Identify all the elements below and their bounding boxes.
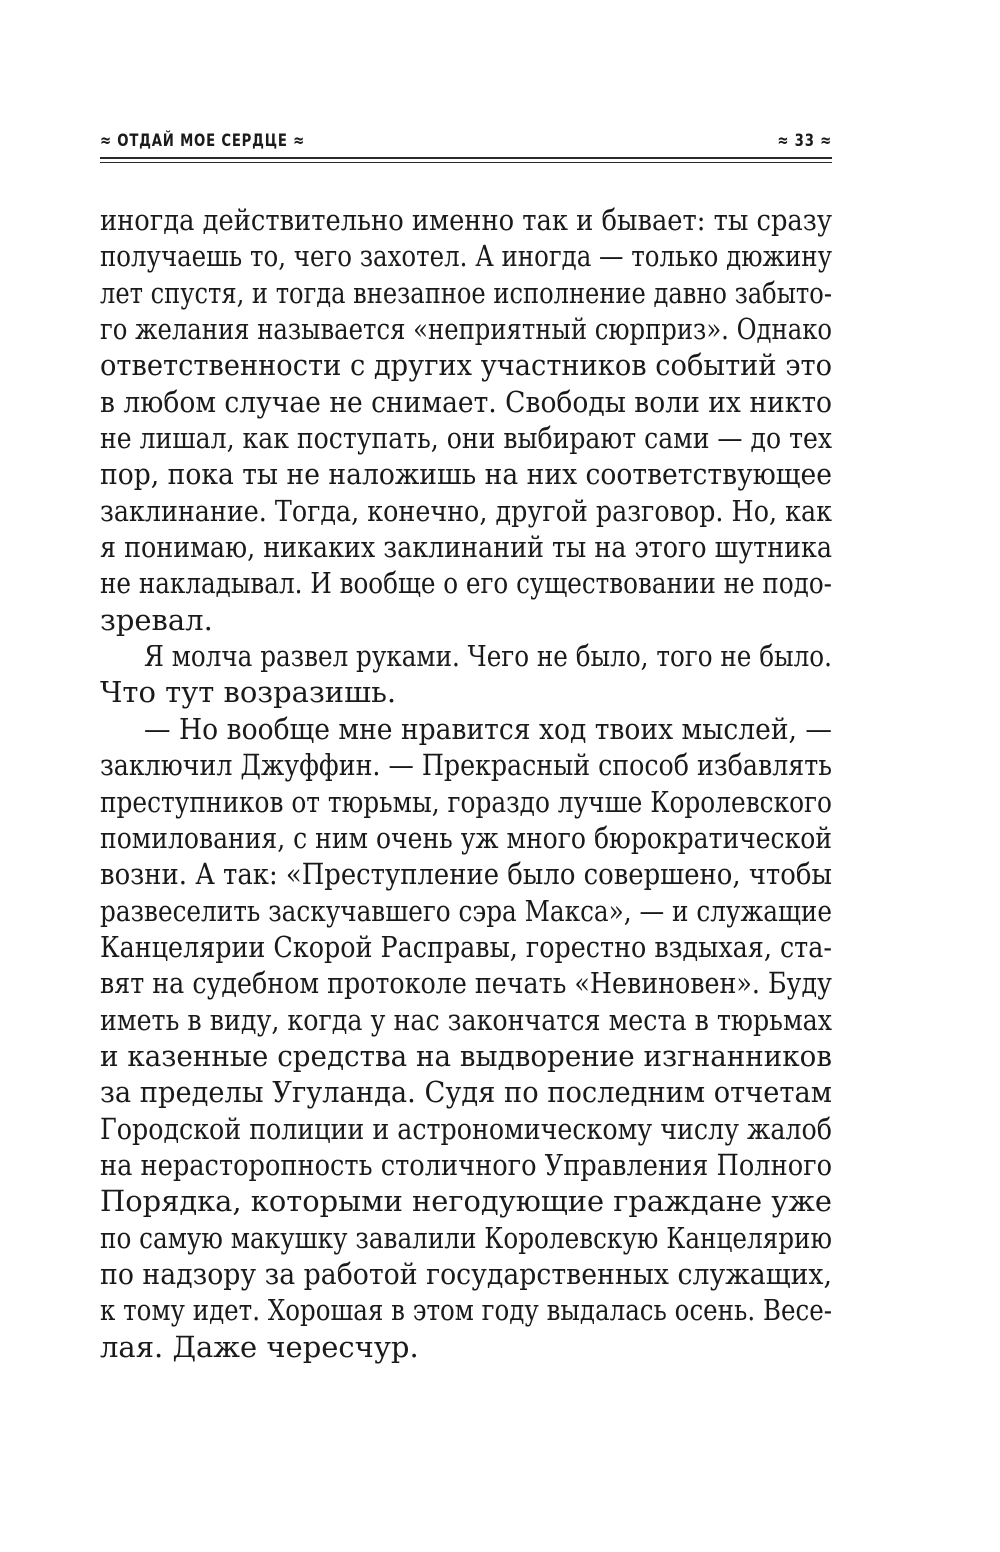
- text-line: иногда действительно именно так и бывает: ты сразу: [100, 203, 832, 237]
- body-text: [100, 202, 832, 1365]
- text-line: не накладывал. И вообще о его существовании не подо-: [100, 566, 832, 601]
- text-line: к тому идет. Хорошая в этом году выдалась осень. Весе-: [100, 1293, 833, 1328]
- text-line: Порядка, которыми негодующие граждане уже: [100, 1184, 832, 1219]
- text-line: не лишал, как поступать, они выбирают сами — до тех: [100, 421, 833, 456]
- text-line: по самую макушку завалили Королевскую Канцелярию: [100, 1220, 832, 1255]
- text-line: лет спустя, и тогда внезапное исполнение давно забыто-: [100, 275, 832, 310]
- text-line: зревал.: [100, 602, 213, 637]
- text-line: помилования, с ним очень уж много бюрократической: [100, 820, 833, 855]
- text-line: заключил Джуффин. — Прекрасный способ избавлять: [100, 748, 833, 783]
- text-line: Я молча развел руками. Чего не было, того не было.: [144, 639, 832, 674]
- text-line: Городской полиции и астрономическому числу жалоб: [100, 1111, 832, 1146]
- text-line: — Но вообще мне нравится ход твоих мыслей, —: [144, 711, 832, 746]
- text-line: и казенные средства на выдворение изгнанников: [100, 1038, 833, 1073]
- header-rule-thin: [100, 162, 832, 163]
- text-line: го желания называется «неприятный сюрприз». Однако: [100, 312, 833, 347]
- text-line: вят на судебном протоколе печать «Невиновен». Буду: [100, 966, 832, 1001]
- text-line: лая. Даже чересчур.: [100, 1329, 419, 1364]
- text-line: за пределы Угуланда. Судя по последним отчетам: [100, 1075, 832, 1110]
- text-line: ответственности с других участников событий это: [100, 348, 833, 383]
- text-line: развеселить заскучавшего сэра Макса», — и служащие: [100, 893, 833, 928]
- text-line: пор, пока ты не наложишь на них соответствующее: [100, 457, 832, 492]
- text-line: в любом случае не снимает. Свободы воли их никто: [100, 384, 833, 419]
- text-line: возни. А так: «Преступление было совершено, чтобы: [100, 857, 832, 892]
- running-head: [100, 128, 832, 156]
- text-line: по надзору за работой государственных служащих,: [100, 1256, 832, 1291]
- text-line: иметь в виду, когда у нас закончатся места в тюрьмах: [100, 1002, 833, 1037]
- running-head-title: ≈ ОТДАЙ МОЕ СЕРДЦЕ ≈: [100, 131, 305, 151]
- text-line: преступников от тюрьмы, гораздо лучше Королевского: [100, 784, 833, 819]
- text-line: Канцелярии Скорой Расправы, горестно вздыхая, ста-: [100, 929, 832, 964]
- text-line: Что тут возразишь.: [100, 675, 397, 710]
- header-rule-thick: [100, 157, 832, 159]
- page-number: ≈ 33 ≈: [777, 131, 832, 151]
- text-line: на нерасторопность столичного Управления Полного: [100, 1147, 833, 1182]
- text-line: заклинание. Тогда, конечно, другой разговор. Но, как: [100, 493, 832, 528]
- text-line: получаешь то, чего захотел. А иногда — только дюжину: [100, 239, 832, 274]
- text-line: я понимаю, никаких заклинаний ты на этого шутника: [100, 530, 833, 565]
